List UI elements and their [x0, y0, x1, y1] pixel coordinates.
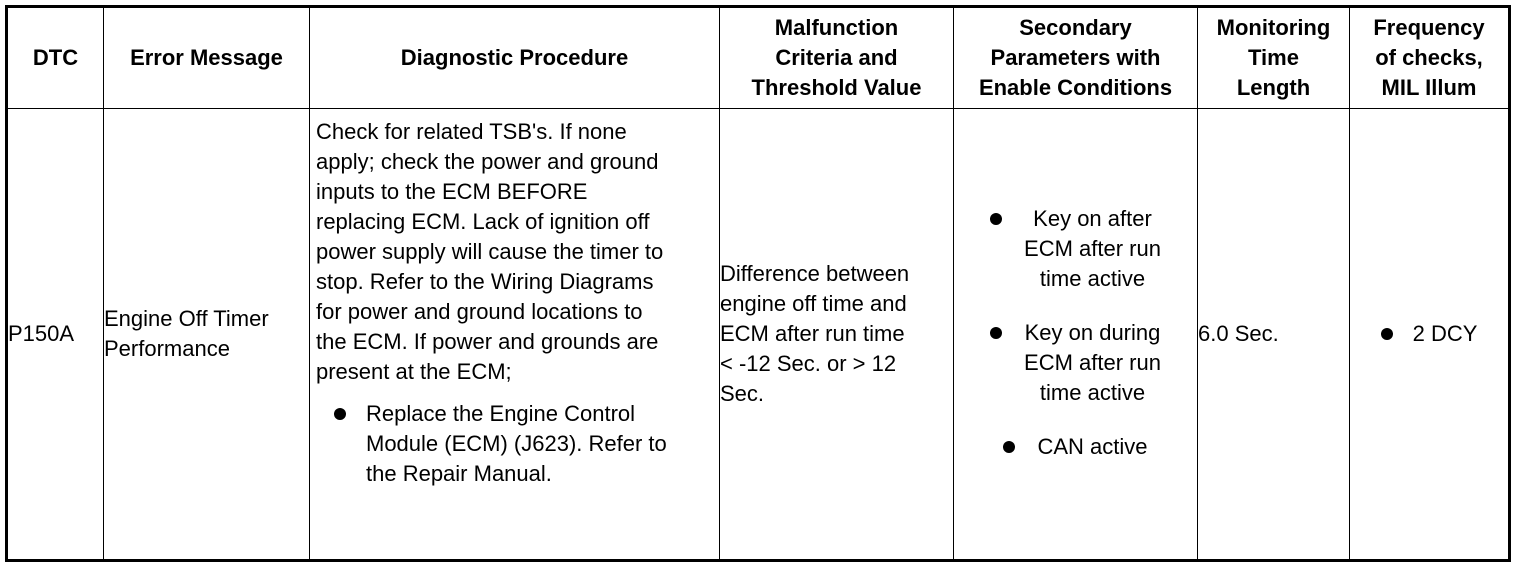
header-malfunction-criteria: Malfunction Criteria and Threshold Value [720, 7, 954, 109]
dtc-table [5, 5, 1511, 562]
bullet-icon [990, 213, 1002, 225]
bullet-icon [990, 327, 1002, 339]
frequency-item: 2 DCY [1350, 319, 1508, 349]
procedure-bullet-item: Replace the Engine Control Module (ECM) (J623). Refer to the Repair Manual. [334, 399, 719, 489]
cell-frequency [1350, 109, 1510, 561]
table-row [7, 109, 1510, 561]
header-frequency: Frequency of checks, MIL Illum [1350, 7, 1510, 109]
header-error-message: Error Message [104, 7, 310, 109]
bullet-icon [1003, 441, 1015, 453]
cell-error-message: Engine Off Timer Performance [104, 109, 310, 561]
bullet-icon [1381, 328, 1393, 340]
header-dtc: DTC [7, 7, 104, 109]
cell-secondary-parameters [954, 109, 1198, 561]
procedure-paragraph: Check for related TSB's. If none apply; check the power and ground inputs to the ECM BEFORE replacing ECM. Lack of ignition off power supply will cause the timer to stop. Refer to the Wiring Diagrams for power and ground locations to the ECM. If power and grounds are present at the ECM; [316, 119, 664, 384]
secondary-item-key-on-during: Key on during ECM after run time active [990, 318, 1161, 408]
cell-malfunction-criteria: Difference between engine off time and ECM after run time < -12 Sec. or > 12 Sec. [720, 109, 954, 561]
secondary-item-key-on-after: Key on after ECM after run time active [990, 204, 1161, 294]
cell-monitoring-time: 6.0 Sec. [1198, 109, 1350, 561]
header-row [7, 7, 1510, 109]
header-diagnostic-procedure: Diagnostic Procedure [310, 7, 720, 109]
secondary-item-can-active: CAN active [1003, 432, 1147, 462]
cell-dtc-code: P150A [7, 109, 104, 561]
cell-diagnostic-procedure [310, 109, 720, 561]
header-monitoring-time: Monitoring Time Length [1198, 7, 1350, 109]
header-secondary-parameters: Secondary Parameters with Enable Conditions [954, 7, 1198, 109]
bullet-icon [334, 408, 346, 420]
